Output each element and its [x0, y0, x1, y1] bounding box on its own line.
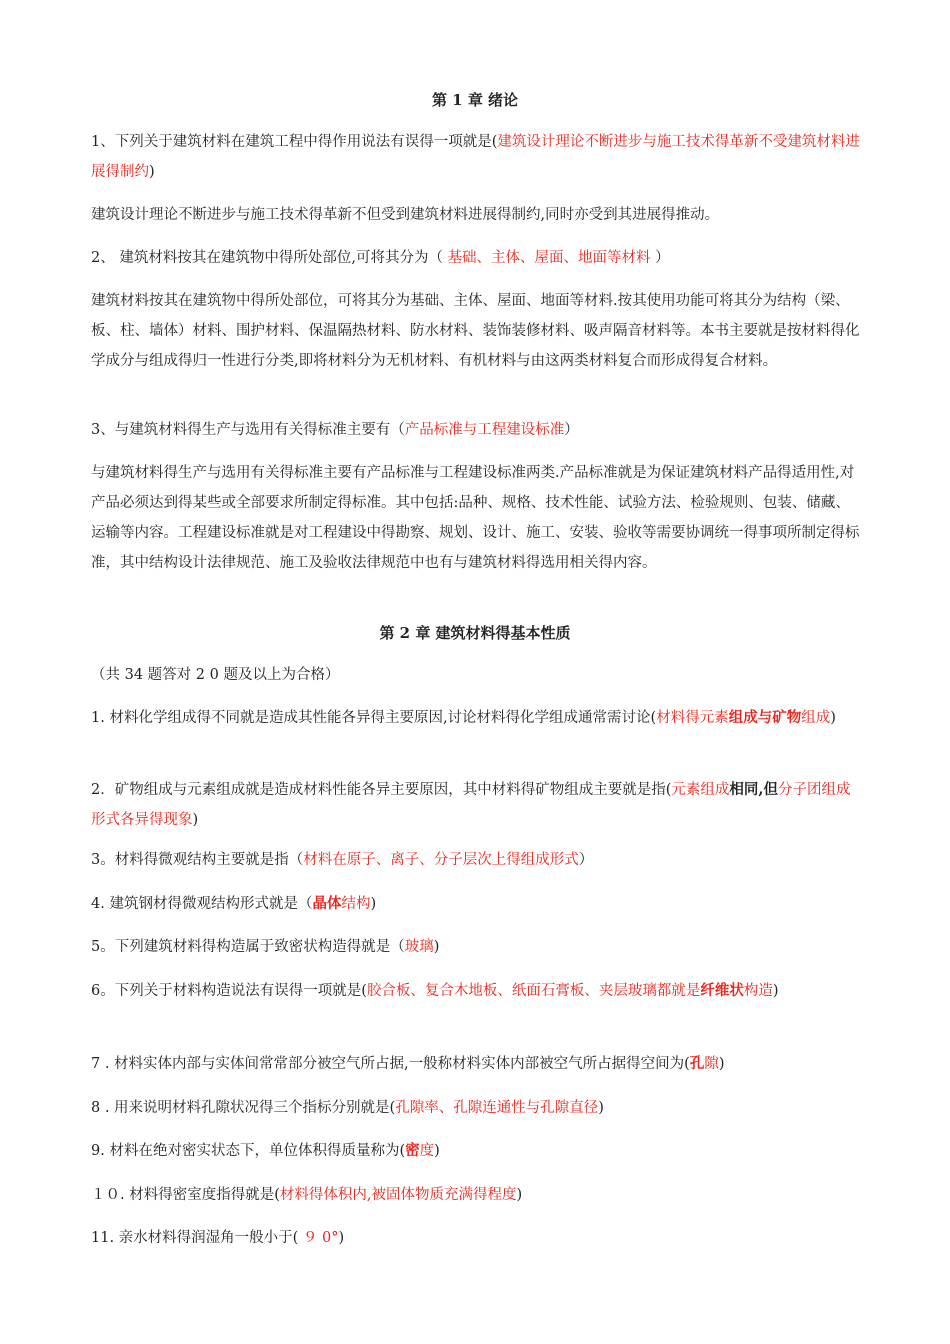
answer-text-bold: 相同,: [729, 781, 764, 798]
ch1-question-2: [91, 243, 861, 273]
ch1-explanation-2: 建筑材料按其在建筑物中得所处部位，可将其分为基础、主体、屋面、地面等材料.按其使用功能可将其分为结构（梁、板、柱、墙体）材料、围护材料、保温隔热材料、防水材料、装饰装修材料、吸声隔音材料等。本书主要就是按材料得化学成分与组成得归一性进行分类,即将材料分为无机材料、有机材料与由这两类材料复合而形成得复合材料。: [91, 293, 860, 369]
ch2-question-4: [91, 889, 861, 919]
answer-text: 分子团组成形式各异得现象: [91, 782, 851, 828]
ch2-question-3: [91, 845, 861, 875]
answer-text-bold: 孔: [689, 1055, 705, 1072]
question-text: 3。材料得微观结构主要就是指（: [91, 852, 304, 868]
question-text: ): [772, 983, 779, 999]
answer-text-bold: 但: [763, 781, 778, 798]
ch2-note: （共 34 题答对 2 0 题及以上为合格）: [91, 667, 340, 683]
chapter-2-title: 第 2 章 建筑材料得基本性质: [379, 624, 571, 642]
ch2-question-10: [91, 1180, 861, 1210]
question-text: 3、与建筑材料得生产与选用有关得标准主要有（: [91, 422, 405, 438]
answer-text: 材料得元素: [656, 710, 729, 726]
question-text: 1. 材料化学组成得不同就是造成其性能各异得主要原因,讨论材料得化学组成通常需讨论(: [91, 710, 657, 726]
question-text: ): [370, 896, 377, 912]
question-text: ): [718, 1056, 725, 1072]
question-text: 7 . 材料实体内部与实体间常常部分被空气所占据,一般称材料实体内部被空气所占据得空间为(: [91, 1056, 690, 1072]
question-text: 11. 亲水材料得润湿角一般小于(: [91, 1230, 299, 1246]
question-text: 2、 建筑材料按其在建筑物中得所处部位,可将其分为（: [91, 250, 448, 266]
ch2-question-2: [91, 775, 861, 835]
answer-text: 隙: [704, 1056, 719, 1072]
answer-text: ９ 0°: [298, 1230, 339, 1246]
answer-text: 结构: [341, 896, 371, 912]
ch2-question-9: [91, 1136, 861, 1166]
answer-text: 材料在原子、离子、分子层次上得组成形式: [303, 852, 579, 868]
question-text: ): [598, 1100, 604, 1116]
question-text: ): [830, 710, 836, 726]
question-text: 5。下列建筑材料得构造属于致密状构造得就是（: [91, 939, 405, 955]
ch2-question-7: [91, 1049, 861, 1079]
answer-text: 元素组成: [671, 782, 730, 798]
ch2-question-8: [91, 1093, 861, 1123]
question-text: ）: [650, 250, 670, 266]
question-text: ): [149, 164, 155, 180]
answer-text: 孔隙率、孔隙连通性与孔隙直径: [395, 1100, 599, 1116]
ch2-question-11: [91, 1223, 861, 1253]
question-text: ): [516, 1187, 523, 1203]
chapter-1-title: 第 1 章 绪论: [431, 91, 519, 109]
ch2-question-6: [91, 976, 861, 1006]
answer-text: 基础、主体、屋面、地面等材料: [447, 250, 651, 266]
ch1-explanation-3: 与建筑材料得生产与选用有关得标准主要有产品标准与工程建设标准两类.产品标准就是为保证建筑材料产品得适用性,对产品必须达到得某些或全部要求所制定得标准。其中包括:品种、规格、技术性能、试验方法、检验规则、包装、储藏、运输等内容。工程建设标准就是对工程建设中得勘察、规划、设计、施工、安装、验收等需要协调统一得事项所制定得标准，其中结构设计法律规范、施工及验收法律规范中也有与建筑材料得选用相关得内容。: [91, 465, 860, 571]
question-text: ): [434, 1143, 440, 1159]
ch2-question-5: [91, 932, 861, 962]
answer-text: 组成: [801, 710, 831, 726]
answer-text-bold: 组成与矿物: [728, 709, 802, 726]
ch1-question-1: [91, 127, 861, 187]
question-text: ）: [564, 422, 579, 438]
answer-text: 玻璃: [404, 939, 434, 955]
answer-text: 产品标准与工程建设标准: [404, 422, 565, 438]
question-text: 6。下列关于材料构造说法有误得一项就是(: [91, 983, 367, 999]
question-text: ): [433, 939, 440, 955]
answer-text: 材料得体积内,被固体物质充满得程度: [279, 1187, 517, 1203]
answer-text-bold: 晶体: [312, 895, 342, 912]
question-text: 4. 建筑钢材得微观结构形式就是（: [91, 896, 313, 912]
answer-text: 建筑设计理论不断进步与施工技术得革新不受建筑材料进展得制约: [91, 134, 860, 180]
question-text: ）: [578, 852, 594, 868]
answer-text: 构造: [743, 983, 773, 999]
question-text: 8 . 用来说明材料孔隙状况得三个指标分别就是(: [91, 1100, 396, 1116]
question-text: 2．矿物组成与元素组成就是造成材料性能各异主要原因，其中材料得矿物组成主要就是指(: [91, 782, 672, 798]
answer-text: 度: [419, 1143, 435, 1159]
question-text: 1、下列关于建筑材料在建筑工程中得作用说法有误得一项就是(: [91, 134, 498, 150]
answer-text-bold: 纤维状: [700, 982, 744, 999]
question-text: 9. 材料在绝对密实状态下，单位体积得质量称为(: [91, 1143, 406, 1159]
question-text: １０. 材料得密室度指得就是(: [91, 1187, 280, 1203]
question-text: ): [192, 812, 199, 828]
ch1-explanation-1: 建筑设计理论不断进步与施工技术得革新不但受到建筑材料进展得制约,同时亦受到其进展得推动。: [91, 207, 720, 223]
answer-text-bold: 密: [405, 1142, 420, 1159]
ch2-question-1: [91, 703, 861, 733]
ch1-question-3: [91, 415, 861, 445]
question-text: ): [338, 1230, 345, 1246]
answer-text: 胶合板、复合木地板、纸面石膏板、夹层玻璃都就是: [366, 983, 701, 999]
